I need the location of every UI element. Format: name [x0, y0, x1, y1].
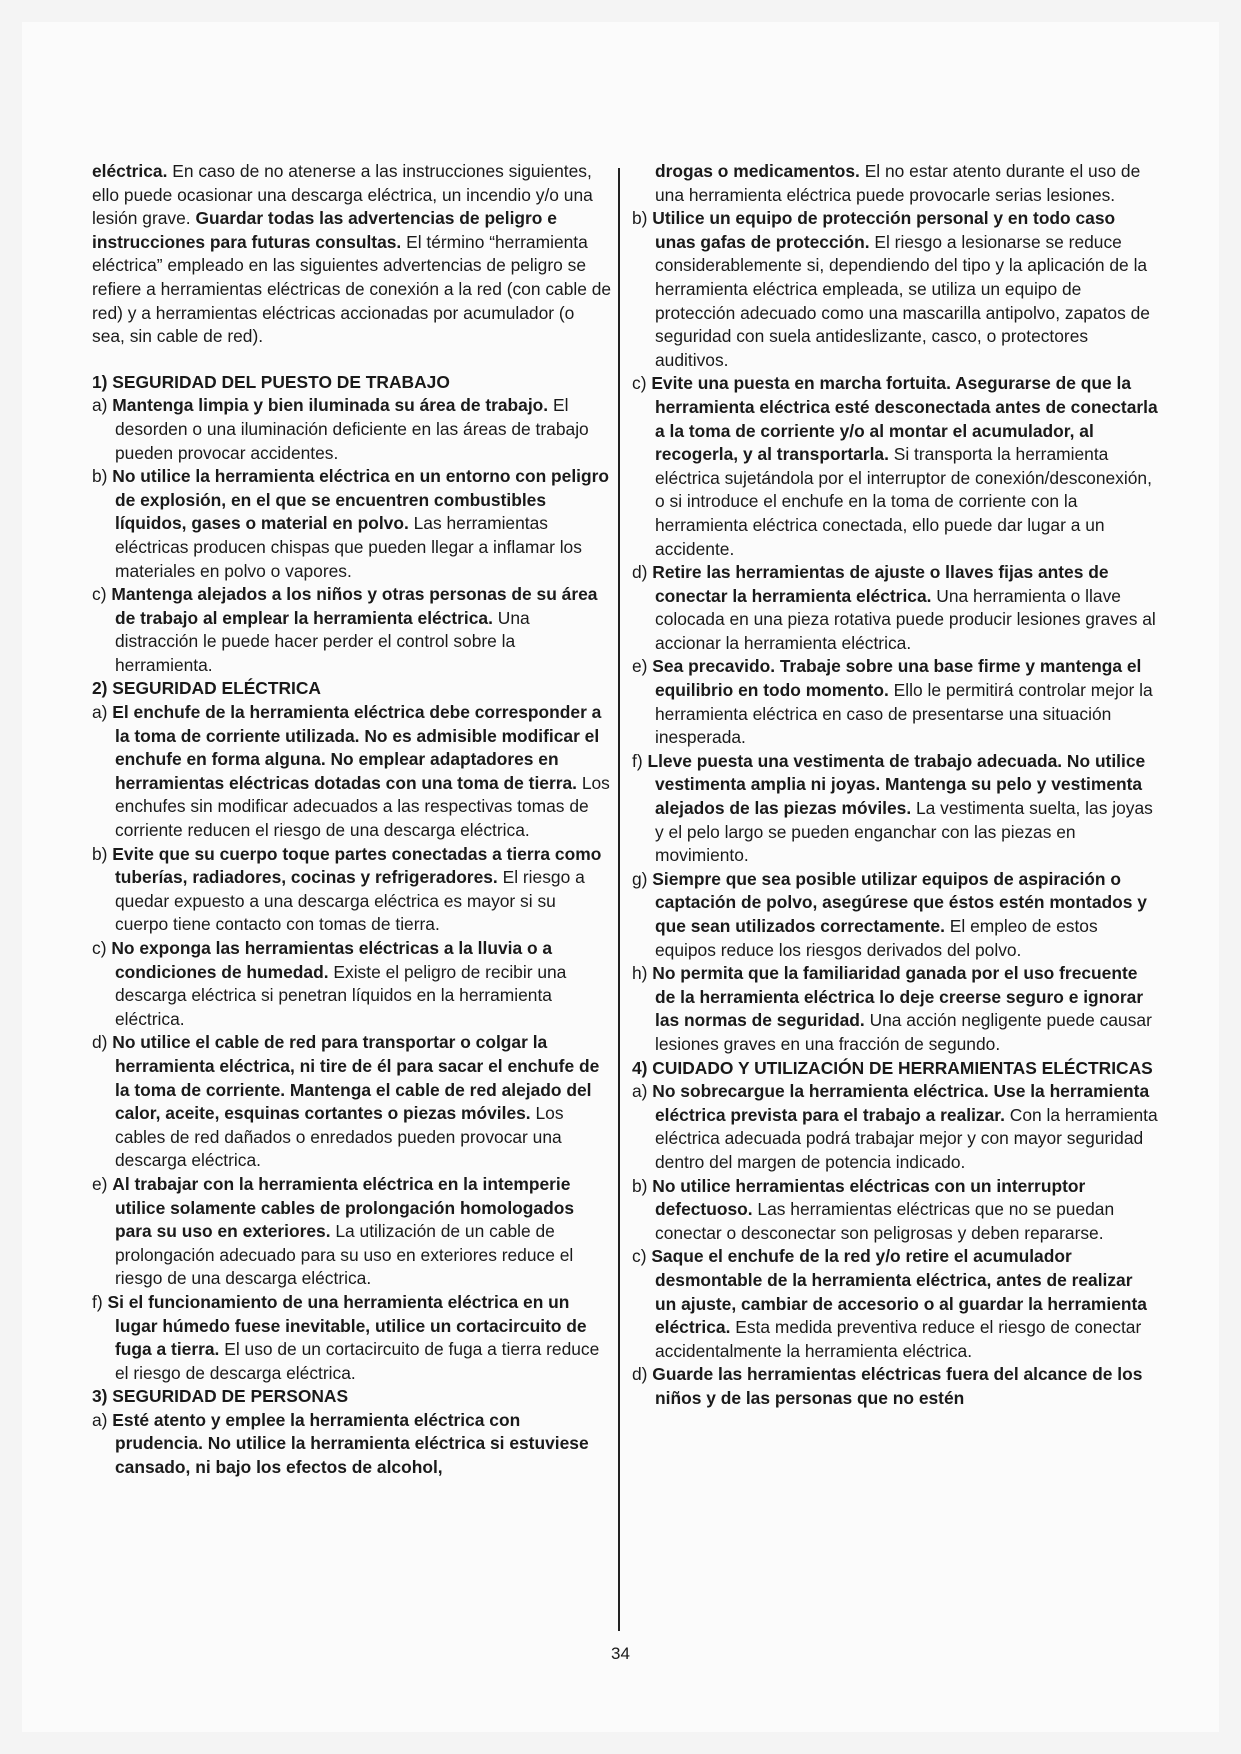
intro-bold-2: Guardar todas las advertencias de peligro e instrucciones para futuras consultas.: [92, 208, 557, 252]
right-column: [632, 160, 1158, 1410]
intro-bold-1: eléctrica.: [92, 161, 168, 181]
list-item: d) Retire las herramientas de ajuste o llaves fijas antes de conectar la herramienta eléctrica. Una herramienta o llave colocada en una pieza rotativa puede producir lesiones graves al accionar la herramienta eléctrica.: [632, 562, 1156, 653]
list-item: h) No permita que la familiaridad ganada por el uso frecuente de la herramienta eléctrica lo deje creerse seguro e ignorar las normas de seguridad. Una acción negligente puede causar lesiones graves en una fracción de segundo.: [632, 963, 1152, 1054]
intro-text-2: El término “herramienta eléctrica” empleado en las siguientes advertencias de peligro se refiere a herramientas eléctricas de conexión a la red (con cable de red) y a herramientas eléctricas accionadas por acumulador (o sea, sin cable de red).: [92, 231, 612, 347]
list-item: a) Mantenga limpia y bien iluminada su área de trabajo. El desorden o una iluminación deficiente en las áreas de trabajo pueden provocar accidentes.: [92, 395, 589, 463]
column-divider: [618, 168, 620, 1631]
list-item: c) No exponga las herramientas eléctricas a la lluvia o a condiciones de humedad. Existe el peligro de recibir una descarga eléctrica si penetran líquidos en la herramienta eléctrica.: [92, 938, 567, 1029]
list-item: c) Saque el enchufe de la red y/o retire el acumulador desmontable de la herramienta eléctrica, antes de realizar un ajuste, cambiar de accesorio o al guardar la herramienta eléctrica. Esta medida preventiva reduce el riesgo de conectar accidentalmente la herramienta eléctrica.: [632, 1246, 1147, 1361]
page-number: 34: [611, 1644, 630, 1663]
list-item: b) No utilice la herramienta eléctrica en un entorno con peligro de explosión, en el que se encuentren combustibles líquidos, gases o material en polvo. Las herramientas eléctricas producen chispas que pueden llegar a inflamar los materiales en polvo o vapores.: [92, 466, 610, 581]
list-item: c) Evite una puesta en marcha fortuita. Asegurarse de que la herramienta eléctrica esté desconectada antes de conectarla a la toma de corriente y/o al montar el acumulador, al recogerla, y al transportarla. Si transporta la herramienta eléctrica sujetándola por el interruptor de conexión/desconexión, o si introduce el enchufe en la toma de corriente con la herramienta eléctrica conectada, ello puede dar lugar a un accidente.: [632, 373, 1158, 559]
list-item: f) Si el funcionamiento de una herramienta eléctrica en un lugar húmedo fuese inevitable, utilice un cortacircuito de fuga a tierra. El uso de un cortacircuito de fuga a tierra reduce el riesgo de descarga eléctrica.: [92, 1291, 600, 1383]
list-item: f) Lleve puesta una vestimenta de trabajo adecuada. No utilice vestimenta amplia ni joyas. Mantenga su pelo y vestimenta alejados de las piezas móviles. La vestimenta suelta, las joyas y el pelo largo se pueden enganchar con las piezas en movimiento.: [632, 750, 1153, 866]
list-item: a) El enchufe de la herramienta eléctrica debe corresponder a la toma de corriente utilizada. No es admisible modificar el enchufe en forma alguna. No emplear adaptadores en herramientas eléctricas dotadas con una toma de tierra. Los enchufes sin modificar adecuados a las respectivas tomas de corriente reducen el riesgo de una descarga eléctrica.: [92, 702, 610, 841]
left-column: [92, 160, 612, 1480]
list-item: a) Esté atento y emplee la herramienta eléctrica con prudencia. No utilice la herramienta eléctrica si estuviese cansado, ni bajo los efectos de alcohol,: [92, 1409, 589, 1478]
section-heading-1: 1) SEGURIDAD DEL PUESTO DE TRABAJO: [92, 371, 450, 392]
intro-text-1: En caso de no atenerse a las instrucciones siguientes, ello puede ocasionar una descarga eléctrica, un incendio y/o una lesión grave.: [92, 161, 593, 229]
list-item: a) No sobrecargue la herramienta eléctrica. Use la herramienta eléctrica prevista para el trabajo a realizar. Con la herramienta eléctrica adecuada podrá trabajar mejor y con mayor seguridad dentro del margen de potencia indicado.: [632, 1081, 1158, 1172]
intro-paragraph: [92, 160, 612, 349]
spacer: [92, 349, 612, 371]
list-item: d) Guarde las herramientas eléctricas fuera del alcance de los niños y de las personas que no estén: [632, 1364, 1143, 1408]
list-item: b) Utilice un equipo de protección personal y en todo caso unas gafas de protección. El riesgo a lesionarse se reduce considerablemente si, dependiendo del tipo y la aplicación de la herramienta eléctrica empleada, se utiliza un equipo de protección adecuado como una mascarilla antipolvo, zapatos de seguridad con suela antideslizante, casco, o protectores auditivos.: [632, 208, 1150, 370]
list-item: d) No utilice el cable de red para transportar o colgar la herramienta eléctrica, ni tire de él para sacar el enchufe de la toma de corriente. Mantenga el cable de red alejado del calor, aceite, esquinas cortantes o piezas móviles. Los cables de red dañados o enredados pueden provocar una descarga eléctrica.: [92, 1032, 600, 1171]
list-item: g) Siempre que sea posible utilizar equipos de aspiración o captación de polvo, asegúrese que éstos estén montados y que sean utilizados correctamente. El empleo de estos equipos reduce los riesgos derivados del polvo.: [632, 868, 1147, 960]
list-item: c) Mantenga alejados a los niños y otras personas de su área de trabajo al emplear la herramienta eléctrica. Una distracción le puede hacer perder el control sobre la herramienta.: [92, 584, 598, 675]
list-item: b) Evite que su cuerpo toque partes conectadas a tierra como tuberías, radiadores, cocinas y refrigeradores. El riesgo a quedar expuesto a una descarga eléctrica es mayor si su cuerpo tiene contacto con tomas de tierra.: [92, 843, 602, 935]
section-heading-4: 4) CUIDADO Y UTILIZACIÓN DE HERRAMIENTAS ELÉCTRICAS: [632, 1057, 1153, 1078]
list-item: e) Al trabajar con la herramienta eléctrica en la intemperie utilice solamente cables de prolongación homologados para su uso en exteriores. La utilización de un cable de prolongación adecuado para su uso en exteriores reduce el riesgo de una descarga eléctrica.: [92, 1173, 575, 1289]
section-heading-3: 3) SEGURIDAD DE PERSONAS: [92, 1386, 349, 1407]
continued-item: drogas o medicamentos. El no estar atento durante el uso de una herramienta eléctrica puede provocarle serias lesiones.: [655, 161, 1141, 205]
list-item: e) Sea precavido. Trabaje sobre una base firme y mantenga el equilibrio en todo momento. Ello le permitirá controlar mejor la herramienta eléctrica en caso de presentarse una situación inesperada.: [632, 656, 1153, 748]
list-item: b) No utilice herramientas eléctricas con un interruptor defectuoso. Las herramientas eléctricas que no se puedan conectar o desconectar son peligrosas y deben repararse.: [632, 1175, 1115, 1243]
section-heading-2: 2) SEGURIDAD ELÉCTRICA: [92, 678, 321, 699]
